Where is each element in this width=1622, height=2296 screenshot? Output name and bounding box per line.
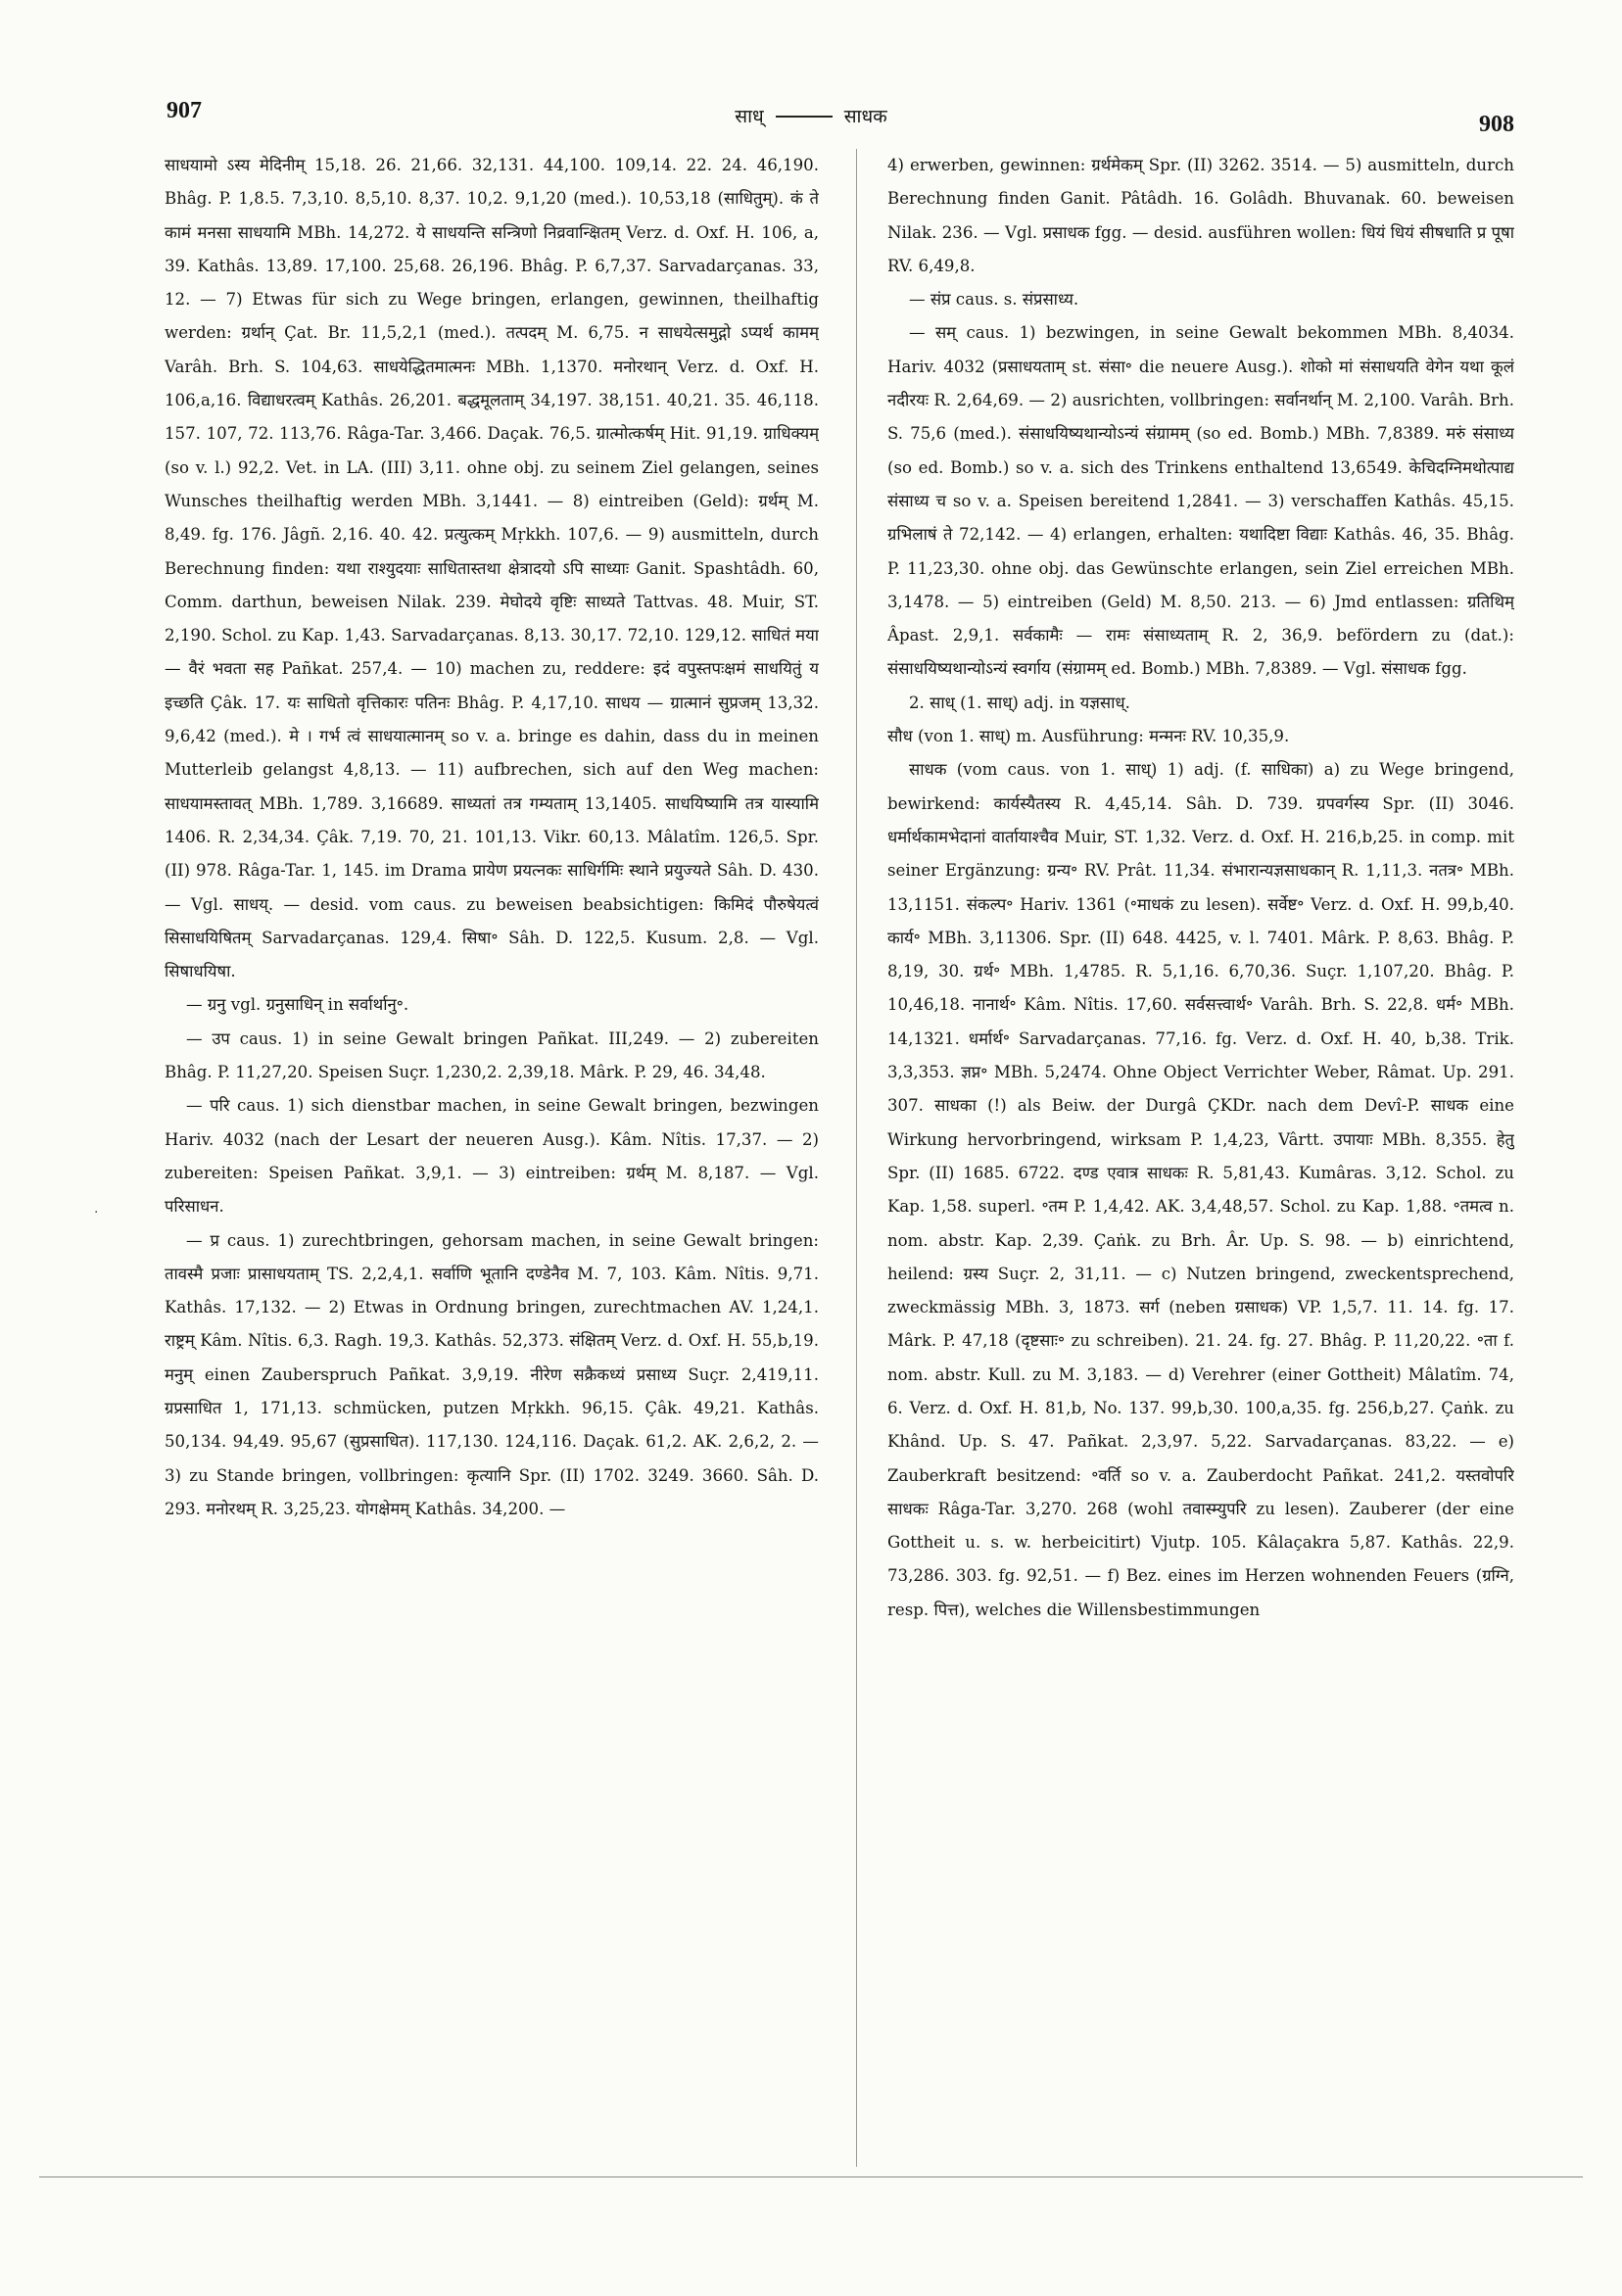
dictionary-entry-paragraph: सौध (von 1. साध्) m. Ausführung: मन्मनः RV. 10,35,9. — [887, 727, 1290, 746]
column-divider — [856, 149, 857, 2167]
dictionary-entry-paragraph: — प्र caus. 1) zurechtbringen, gehorsam machen, in seine Gewalt bringen: तावस्मै प्रजाः प्रासाधयताम् TS. 2,2,4,1. सर्वाणि भूतानि दण्डेनैव M. 7, 103. Kâm. Nîtis. 9,71. Kathâs. 17,132. — 2) Etwas in Ordnung bringen, zurechtmachen AV. 1,24,1. राष्ट्रम् Kâm. Nîtis. 6,3. Ragh. 19,3. Kathâs. 52,373. संक्षितम् Verz. d. Oxf. H. 55,b,19. मनुम् einen Zauberspruch Pañkat. 3,9,19. नीरेण सक्रैकध्यं प्रसाध्य Suçr. 2,419,11. ग्रप्रसाधित 1, 171,13. schmücken, putzen Mṛkkh. 96,15. Çâk. 49,21. Kathâs. 50,134. 94,49. 95,67 (सुप्रसाधित). 117,130. 124,116. Daçak. 61,2. AK. 2,6,2, 2. — 3) zu Stande bringen, vollbringen: कृत्यानि Spr. (II) 1702. 3249. 3660. Sâh. D. 293. मनोरथम् R. 3,25,23. योगक्षेमम् Kathâs. 34,200. — — [165, 1230, 819, 1518]
dictionary-entry-paragraph: साधयामो ऽस्य मेदिनीम् 15,18. 26. 21,66. 32,131. 44,100. 109,14. 22. 24. 46,190. Bhâg. P. 1,8.5. 7,3,10. 8,5,10. 8,37. 10,2. 9,1,20 (med.). 10,53,18 (साधितुम्). कं ते कामं मनसा साधयामि MBh. 14,272. ये साधयन्ति सन्त्रिणो निव्रवान्क्षितम् Verz. d. Oxf. H. 106, a, 39. Kathâs. 13,89. 17,100. 25,68. 26,196. Bhâg. P. 6,7,37. Sarvadarçanas. 33, 12. — 7) Etwas für sich zu Wege bringen, erlangen, gewinnen, theilhaftig werden: ग्रर्थान् Çat. Br. 11,5,2,1 (med.). तत्पदम् M. 6,75. न साधयेत्समुद्गो ऽप्यर्थ कामम् Varâh. Brh. S. 104,63. साधयेद्धितमात्मनः MBh. 1,1370. मनोरथान् Verz. d. Oxf. H. 106,a,16. विद्याधरत्वम् Kathâs. 26,201. बद्धमूलताम् 34,197. 38,151. 40,21. 35. 46,118. 157. 107, 72. 113,76. Râga-Tar. 3,466. Daçak. 76,5. ग्रात्मोत्कर्षम् Hit. 91,19. ग्राधिक्यम् (so v. l.) 92,2. Vet. in LA. (III) 3,11. ohne obj. zu seinem Ziel gelangen, seines Wunsches theilhaftig werden MBh. 3,1441. — 8) eintreiben (Geld): ग्रर्थम् M. 8,49. fg. 176. Jâgñ. 2,16. 40. 42. प्रत्युत्कम् Mṛkkh. 107,6. — 9) ausmitteln, durch Berechnung finden: यथा राश्युदयाः साधितास्तथा क्षेत्रादयो ऽपि साध्याः Ganit. Spashtâdh. 60, Comm. darthun, beweisen Nilak. 239. मेघोदये वृष्टिः साध्यते Tattvas. 48. Muir, ST. 2,190. Schol. zu Kap. 1,43. Sarvadarçanas. 8,13. 30,17. 72,10. 129,12. साधितं मया — वैरं भवता सह Pañkat. 257,4. — 10) machen zu, reddere: इदं वपुस्तपःक्षमं साधयितुं य इच्छति Çâk. 17. यः साधितो वृत्तिकारः पतिनः Bhâg. P. 4,17,10. साधय — ग्रात्मानं सुप्रजम् 13,32. 9,6,42 (med.). मे । गर्भ त्वं साधयात्मानम् so v. a. bringe es dahin, dass du in meinen Mutterleib gelangst 4,8,13. — 11) aufbrechen, sich auf den Weg machen: साधयामस्तावत् MBh. 1,789. 3,16689. साध्यतां तत्र गम्यताम् 13,1405. साधयिष्यामि तत्र यास्यामि 1406. R. 2,34,34. Çâk. 7,19. 70, 21. 101,13. Vikr. 60,13. Mâlatîm. 126,5. Spr. (II) 978. Râga-Tar. 1, 145. im Drama प्रायेण प्रयत्नकः साधिर्गमिः स्थाने प्रयुज्यते Sâh. D. 430.— Vgl. साधय्. — desid. vom caus. zu beweisen beabsichtigen: किमिदं पौरुषेयत्वं सिसाधयिषितम् Sarvadarçanas. 129,4. सिषा॰ Sâh. D. 122,5. Kusum. 2,8. — Vgl. सिषाधयिषा. — [165, 156, 819, 981]
left-page-number: 907 — [167, 98, 202, 123]
bottom-rule — [39, 2176, 1583, 2177]
dictionary-entry-paragraph: — उप caus. 1) in seine Gewalt bringen Pañkat. III,249. — 2) zubereiten Bhâg. P. 11,27,20. Speisen Suçr. 1,230,2. 2,39,18. Mârk. P. 29, 46. 34,48. — [165, 1028, 819, 1082]
dictionary-entry-paragraph: 4) erwerben, gewinnen: ग्रर्थमेकम् Spr. (II) 3262. 3514. — 5) ausmitteln, durch Berechnung finden Ganit. Pâtâdh. 16. Golâdh. Bhuvanak. 60. beweisen Nilak. 236. — Vgl. प्रसाधक fgg. — desid. ausführen wollen: धियं धियं सीषधाति प्र पूषा RV. 6,49,8. — [887, 156, 1514, 275]
headword-start: साध् — [735, 106, 764, 127]
dictionary-entry-paragraph: साधक (vom caus. von 1. साध्) 1) adj. (f. साधिका) a) zu Wege bringend, bewirkend: कार्यस्यैतस्य R. 4,45,14. Sâh. D. 739. ग्रपवर्गस्य Spr. (II) 3046. धर्मार्थकामभेदानां वार्तायाश्चैव Muir, ST. 1,32. Verz. d. Oxf. H. 216,b,25. in comp. mit seiner Ergänzung: ग्रन्य॰ RV. Prât. 11,34. संभारान्यज्ञसाधकान् R. 1,11,3. नतत्र॰ MBh. 13,1151. संकल्प॰ Hariv. 1361 (॰माधकं zu lesen). सर्वेष्ट॰ Verz. d. Oxf. H. 99,b,40. कार्य॰ MBh. 3,11306. Spr. (II) 648. 4425, v. l. 7401. Mârk. P. 8,63. Bhâg. P. 8,19, 30. ग्रर्थ॰ MBh. 1,4785. R. 5,1,16. 6,70,36. Suçr. 1,107,20. Bhâg. P. 10,46,18. नानार्थ॰ Kâm. Nîtis. 17,60. सर्वसत्त्वार्थ॰ Varâh. Brh. S. 22,8. धर्म॰ MBh. 14,1321. धर्मार्थ॰ Sarvadarçanas. 77,16. fg. Verz. d. Oxf. H. 40, b,38. Trik. 3,3,353. ज्ञप्न॰ MBh. 5,2474. Ohne Object Verrichter Weber, Râmat. Up. 291. 307. साधका (!) als Beiw. der Durgâ ÇKDr. nach dem Devî-P. साधक eine Wirkung hervorbringend, wirksam P. 1,4,23, Vârtt. उपायाः MBh. 8,355. हेतु Spr. (II) 1685. 6722. दण्ड एवात्र साधकः R. 5,81,43. Kumâras. 3,12. Schol. zu Kap. 1,58. superl. ॰तम P. 1,4,42. AK. 3,4,48,57. Schol. zu Kap. 1,88. ॰तमत्व n. nom. abstr. Kap. 2,39. Çaṅk. zu Brh. Âr. Up. S. 98. — b) einrichtend, heilend: ग्रस्य Suçr. 2, 31,11. — c) Nutzen bringend, zweckentsprechend, zweckmässig MBh. 3, 1873. सर्ग (neben ग्रसाधक) VP. 1,5,7. 11. 14. fg. 17. Mârk. P. 47,18 (दृष्टसाः॰ zu schreiben). 21. 24. fg. 27. Bhâg. P. 11,20,22. ॰ता f. nom. abstr. Kull. zu M. 3,183. — d) Verehrer (einer Gottheit) Mâlatîm. 74, 6. Verz. d. Oxf. H. 81,b, No. 137. 99,b,30. 100,a,35. fg. 256,b,27. Çaṅk. zu Khând. Up. S. 47. Pañkat. 2,3,97. 5,22. Sarvadarçanas. 83,22. — e) Zauberkraft besitzend: ॰वर्ति so v. a. Zauberdocht Pañkat. 241,2. यस्तवोपरि साधकः Râga-Tar. 3,270. 268 (wohl तवास्म्युपरि zu lesen). Zauberer (der eine Gottheit u. s. w. herbeicitirt) Vjutp. 105. Kâlaçakra 5,87. Kathâs. 22,9. 73,286. 303. fg. 92,51. — f) Bez. eines im Herzen wohnenden Feuers (ग्रग्नि, resp. पित्त), welches die Willensbestimmungen — [887, 760, 1514, 1619]
left-column — [165, 149, 819, 2167]
dictionary-entry-paragraph: — परि caus. 1) sich dienstbar machen, in seine Gewalt bringen, bezwingen Hariv. 4032 (nach der Lesart der neueren Ausg.). Kâm. Nîtis. 17,37. — 2) zubereiten: Speisen Pañkat. 3,9,1. — 3) eintreiben: ग्रर्थम् M. 8,187. — Vgl. परिसाधन. — [165, 1096, 819, 1217]
right-page-number: 908 — [1479, 112, 1514, 137]
right-column — [887, 149, 1514, 2167]
headword-end: साधक — [843, 106, 887, 127]
running-headword — [0, 100, 1622, 128]
margin-mark: · — [94, 1205, 99, 1220]
dictionary-entry-paragraph: 2. साध् (1. साध्) adj. in यज्ञसाध्. — [909, 693, 1130, 712]
dictionary-entry-paragraph: — सम् caus. 1) bezwingen, in seine Gewalt bekommen MBh. 8,4034. Hariv. 4032 (प्रसाधयताम् st. संसा॰ die neuere Ausg.). शोको मां संसाधयति वेगेन यथा कूलं नदीरयः R. 2,64,69. — 2) ausrichten, vollbringen: सर्वानर्थान् M. 2,100. Varâh. Brh. S. 75,6 (med.). संसाधयिष्यथान्योऽन्यं संग्रामम् (so ed. Bomb.) MBh. 7,8389. मरुं संसाध्य (so ed. Bomb.) so v. a. sich des Trinkens enthaltend 13,6549. केचिदग्निमथोत्पाद्य संसाध्य च so v. a. Speisen bereitend 1,2841. — 3) verschaffen Kathâs. 45,15. ग्रभिलाषं ते 72,142. — 4) erlangen, erhalten: यथादिष्टा विद्याः Kathâs. 46, 35. Bhâg. P. 11,23,30. ohne obj. das Gewünschte erlangen, sein Ziel erreichen MBh. 3,1478. — 5) eintreiben (Geld) M. 8,50. 213. — 6) Jmd entlassen: ग्रतिथिम् Âpast. 2,9,1. सर्वकामैः — रामः संसाध्यताम् R. 2, 36,9. befördern zu (dat.): संसाधयिष्यथान्योऽन्यं स्वर्गाय (संग्रामम् ed. Bomb.) MBh. 7,8389. — Vgl. संसाधक fgg. — [887, 323, 1514, 679]
dictionary-entry-paragraph: — संप्र caus. s. संप्रसाध्य. — [909, 290, 1079, 310]
dictionary-entry-paragraph: — ग्रनु vgl. ग्रनुसाधिन् in सर्वार्थानु॰. — [186, 995, 409, 1015]
headword-dash — [776, 116, 833, 118]
page-header — [0, 98, 1622, 147]
